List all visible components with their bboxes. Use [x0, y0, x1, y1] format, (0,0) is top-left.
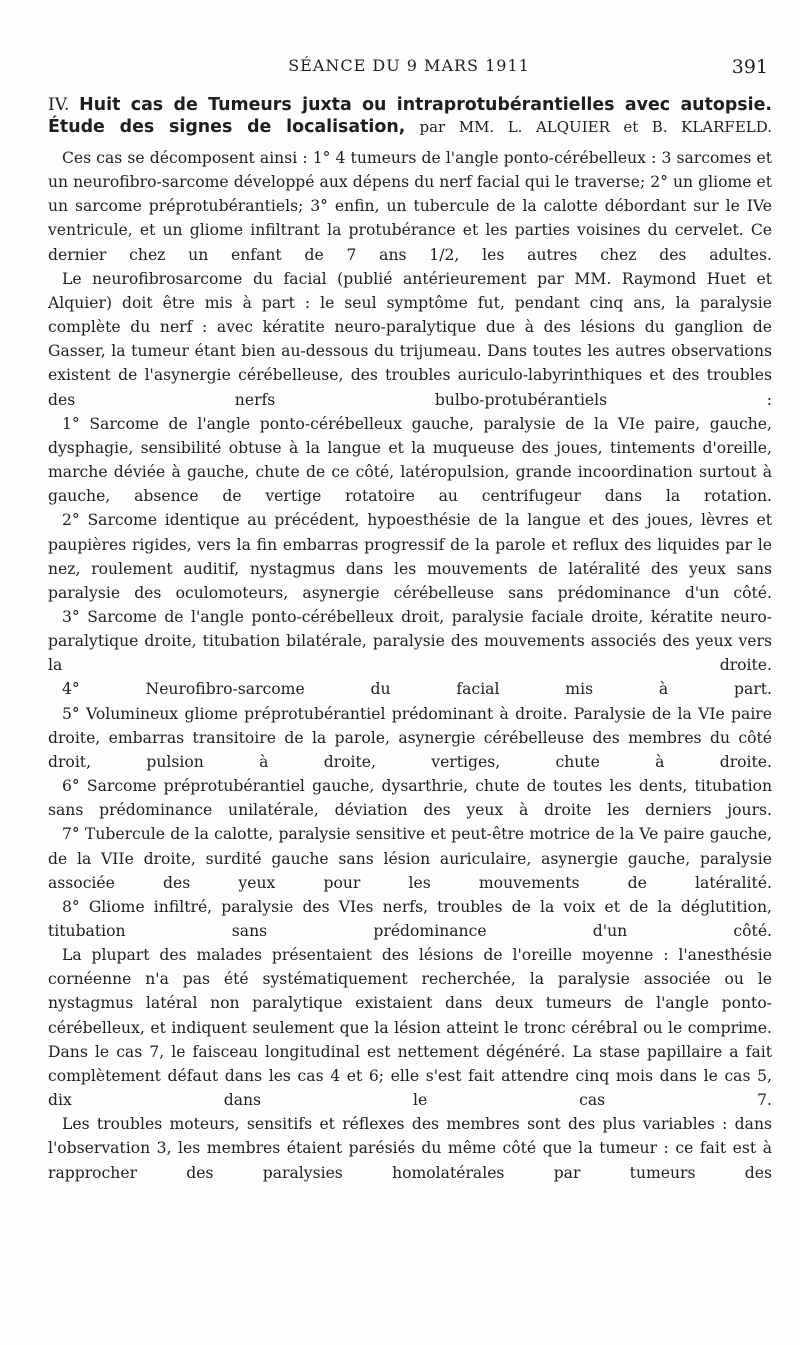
paragraph-overview: Ces cas se décomposent ainsi : 1° 4 tumeurs de l'angle ponto-cérébelleux : 3 sarcomes et un neurofibro-sarcome développé aux dépens du nerf facial qui le traverse; 2° un gliome et un sarcome préprotubérantiels; 3° enfin, un tubercule de la calotte débordant sur le IVe ventricule, et un gliome infiltrant la protubérance et les parties voisines du cervelet. Ce dernier chez un enfant de 7 ans 1/2, les autres chez des adultes. — [48, 149, 772, 264]
article-body — [48, 94, 772, 1185]
paragraph-neurofibrosarcoma: Le neurofibrosarcome du facial (publié antérieurement par MM. Raymond Huet et Alquier) doit être mis à part : le seul symptôme fut, pendant cinq ans, la paralysie complète du nerf : avec kératite neuro-paralytique due à des lésions du ganglion de Gasser, la tumeur étant bien au-dessous du trijumeau. Dans toutes les autres observations existent de l'asynergie cérébelleuse, des troubles auriculo-labyrinthiques et des troubles des nerfs bulbo-protubérantiels : — [48, 269, 772, 409]
article-authors: par MM. L. ALQUIER et B. KLARFELD. — [419, 118, 772, 136]
paragraph-case-2: 2° Sarcome identique au précédent, hypoesthésie de la langue et des joues, lèvres et paupières rigides, vers la fin embarras progressif de la parole et reflux des liquides par le nez, roulement auditif, nystagmus dans les mouvements de latéralité des yeux sans paralysie des oculomoteurs, asynergie cérébelleuse sans prédominance d'un côté. — [48, 511, 772, 602]
paragraph-case-5: 5° Volumineux gliome préprotubérantiel prédominant à droite. Paralysie de la VIe paire droite, embarras transitoire de la parole, asynergie cérébelleuse des membres du côté droit, pulsion à droite, vertiges, chute à droite. — [48, 704, 772, 771]
running-head — [48, 56, 770, 86]
paragraph-case-3: 3° Sarcome de l'angle ponto-cérébelleux droit, paralysie faciale droite, kératite neuro-paralytique droite, titubation bilatérale, paralysie des mouvements associés des yeux vers la droite. — [48, 607, 772, 675]
paragraph-case-4: 4° Neurofibro-sarcome du facial mis à part. — [62, 680, 772, 699]
paragraph-motor-troubles: Les troubles moteurs, sensitifs et réflexes des membres sont des plus variables : dans l'observation 3, les membres étaient parésiés du même côté que la tumeur : ce fait est à rapprocher des paralysies homolatérales par tumeurs des — [48, 1115, 772, 1182]
article-heading — [48, 94, 772, 138]
paragraph-case-8: 8° Gliome infiltré, paralysie des VIes nerfs, troubles de la voix et de la déglutition, titubation sans prédominance d'un côté. — [48, 897, 772, 940]
paragraph-case-7: 7° Tubercule de la calotte, paralysie sensitive et peut-être motrice de la Ve paire gauche, de la VIIe droite, surdité gauche sans lésion auriculaire, asynergie gauche, paralysie associée des yeux pour les mouvements de latéralité. — [48, 825, 772, 892]
article-title: Huit cas de Tumeurs juxta ou intraprotubérantielles avec autopsie. Étude des signes de localisation, — [48, 95, 772, 137]
running-title: SÉANCE DU 9 MARS 1911 — [288, 56, 530, 75]
paragraph-case-6: 6° Sarcome préprotubérantiel gauche, dysarthrie, chute de toutes les dents, titubation sans prédominance unilatérale, déviation des yeux à droite les derniers jours. — [48, 777, 772, 820]
page-number: 391 — [731, 56, 768, 78]
paragraph-case-1: 1° Sarcome de l'angle ponto-cérébelleux gauche, paralysie de la VIe paire, gauche, dysphagie, sensibilité obtuse à la langue et la muqueuse des joues, tintements d'oreille, marche déviée à gauche, chute de ce côté, latéropulsion, grande incoordination surtout à gauche, absence de vertige rotatoire au centrifugeur dans la rotation. — [48, 414, 772, 506]
paragraph-discussion: La plupart des malades présentaient des lésions de l'oreille moyenne : l'anesthésie cornéenne n'a pas été systématiquement recherchée, la paralysie associée ou le nystagmus latéral non paralytique existaient dans deux tumeurs de l'angle ponto-cérébelleux, et indiquent seulement que la lésion atteint le tronc cérébral ou le comprime. Dans le cas 7, le faisceau longitudinal est nettement dégénéré. La stase papillaire a fait complètement défaut dans les cas 4 et 6; elle s'est fait attendre cinq mois dans le cas 5, dix dans le cas 7. — [48, 946, 772, 1110]
section-number: IV. — [48, 95, 70, 115]
